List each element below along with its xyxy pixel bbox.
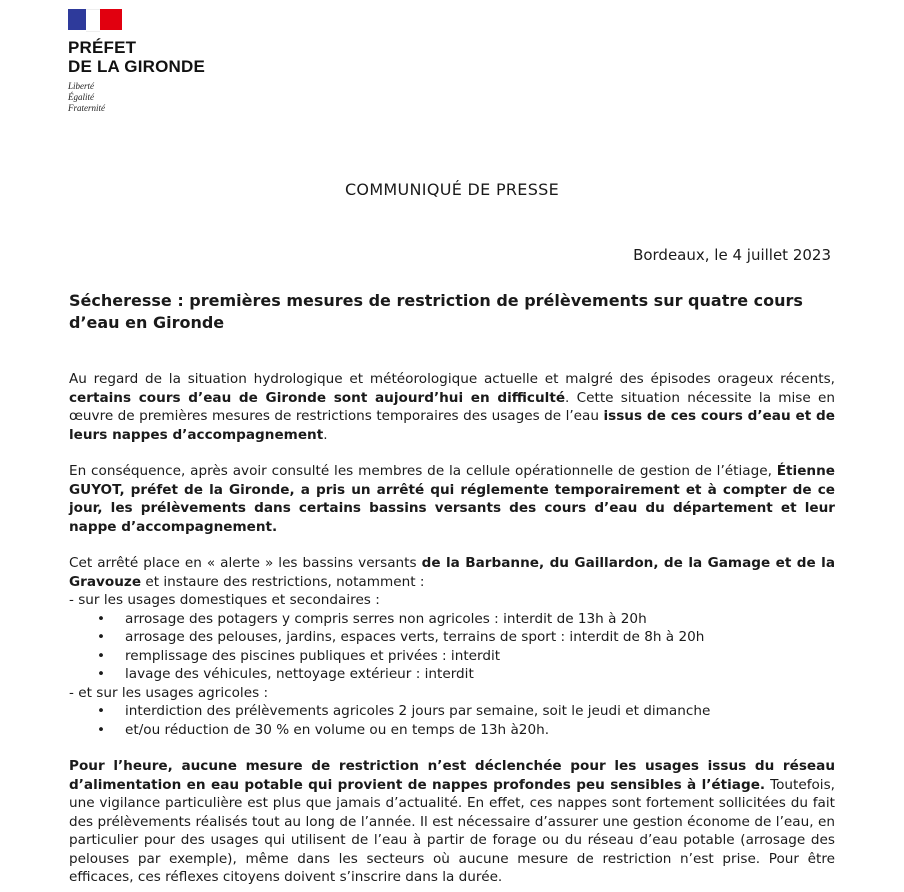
agricultural-restrictions-list <box>69 702 835 739</box>
press-release-headline: Sécheresse : premières mesures de restriction de prélèvements sur quatre cours d’eau en Gironde <box>69 291 803 332</box>
domestic-uses-heading: - sur les usages domestiques et secondaires : <box>69 592 380 608</box>
motto-egalite: Égalité <box>68 92 94 102</box>
place-date: Bordeaux, le 4 juillet 2023 <box>633 246 831 264</box>
prefecture-name-line1: PRÉFET <box>68 38 137 57</box>
list-item: • lavage des véhicules, nettoyage extérieur : interdit <box>69 665 835 684</box>
paragraph-drinking-water: Pour l’heure, aucune mesure de restriction n’est déclenchée pour les usages issus du réseau d’alimentation en eau potable qui provient de nappes profondes peu sensibles à l’étiage. Toutefois, une vigilance particulière est plus que jamais d’actualité. En effet, ces nappes sont fortement sollicitées du fait des prélèvements réalisés tout au long de l’année. Il est nécessaire d’assurer une gestion économe de l’eau, en particulier pour des usages qui utilisent de l’eau à partir de forage ou du réseau d’eau potable (arrosage des pelouses par exemple), même dans les secteurs où aucune mesure de restriction n’est prise. Pour être efficaces, ces réflexes citoyens doivent s’inscrire dans la durée. <box>69 758 835 885</box>
prefecture-header <box>68 9 205 114</box>
motto-liberte: Liberté <box>68 81 94 91</box>
paragraph-context: Au regard de la situation hydrologique et météorologique actuelle et malgré des épisodes orageux récents, certains cours d’eau de Gironde sont aujourd’hui en difficulté. Cette situation nécessite la mise en œuvre de premières mesures de restrictions temporaires des usages de l’eau issus de ces cours d’eau et de leurs nappes d’accompagnement. <box>69 371 835 443</box>
marianne-flag-logo <box>68 9 122 30</box>
list-item: • interdiction des prélèvements agricoles 2 jours par semaine, soit le jeudi et dimanche <box>69 702 835 721</box>
paragraph-alert-basins: Cet arrêté place en « alerte » les bassins versants de la Barbanne, du Gaillardon, de la Gamage et de la Gravouze et instaure des restrictions, notamment : <box>69 555 835 590</box>
republic-motto <box>68 81 205 114</box>
list-item: • et/ou réduction de 30 % en volume ou en temps de 13h à20h. <box>69 721 835 740</box>
prefecture-name <box>68 38 205 76</box>
paragraph-decision: En conséquence, après avoir consulté les membres de la cellule opérationnelle de gestion de l’étiage, Étienne GUYOT, préfet de la Gironde, a pris un arrêté qui réglemente temporairement et à compter de ce jour, les prélèvements dans certains bassins versants des cours d’eau du département et leur nappe d’accompagnement. <box>69 463 835 535</box>
list-item: • remplissage des piscines publiques et privées : interdit <box>69 647 835 666</box>
document-title: COMMUNIQUÉ DE PRESSE <box>344 180 560 199</box>
agricultural-uses-heading: - et sur les usages agricoles : <box>69 684 269 701</box>
motto-fraternite: Fraternité <box>68 103 105 113</box>
list-item: • arrosage des pelouses, jardins, espaces verts, terrains de sport : interdit de 8h à 20h <box>69 628 835 647</box>
press-release-body <box>69 370 835 887</box>
list-item: • arrosage des potagers y compris serres non agricoles : interdit de 13h à 20h <box>69 610 835 629</box>
domestic-restrictions-list <box>69 610 835 684</box>
prefecture-name-line2: DE LA GIRONDE <box>68 57 206 76</box>
